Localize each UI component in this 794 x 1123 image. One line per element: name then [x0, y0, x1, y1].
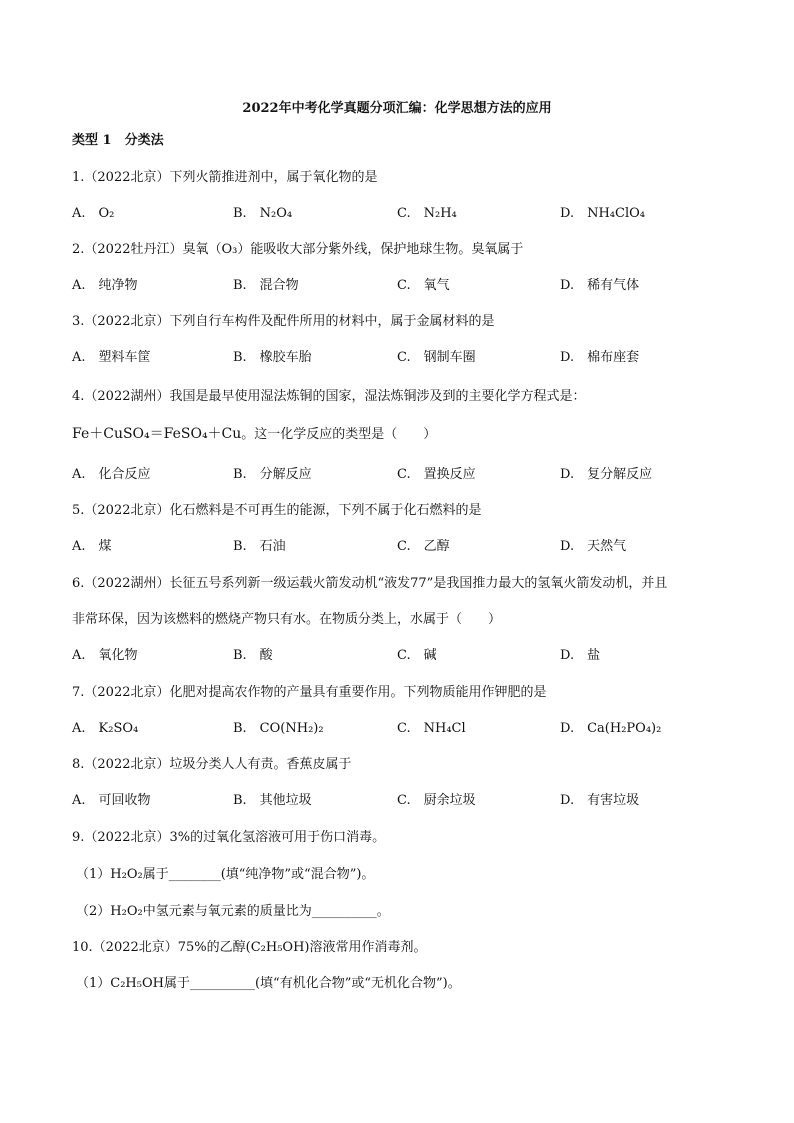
question-7-stem: 7.（2022北京）化肥对提高农作物的产量具有重要作用。下列物质能用作钾肥的是: [72, 685, 547, 700]
question-1-options: [72, 205, 732, 223]
option-b: B. CO(NH₂)₂: [233, 721, 324, 736]
option-a: A. 可回收物: [72, 793, 151, 808]
question-3-options: [72, 349, 732, 367]
option-b: B. 混合物: [233, 278, 299, 293]
question-5-options: [72, 538, 732, 556]
option-c: C. 氧气: [397, 278, 450, 293]
question-8-stem: 8.（2022北京）垃圾分类人人有责。香蕉皮属于: [72, 757, 352, 772]
option-c: C. N₂H₄: [397, 206, 457, 221]
question-9-stem: 9.（2022北京）3%的过氧化氢溶液可用于伤口消毒。: [72, 830, 386, 845]
question-2-options: [72, 277, 732, 295]
question-8-options: [72, 792, 732, 810]
question-5-stem: 5.（2022北京）化石燃料是不可再生的能源，下列不属于化石燃料的是: [72, 503, 482, 518]
option-a: A. K₂SO₄: [72, 721, 139, 736]
option-a: A. 煤: [72, 539, 112, 554]
question-4-options: [72, 466, 732, 484]
question-9-part-1: （1）H₂O₂属于________(填“纯净物”或“混合物”)。: [76, 867, 375, 882]
option-d: D. 盐: [560, 648, 601, 663]
option-b: B. 酸: [233, 648, 273, 663]
question-1-stem: 1.（2022北京）下列火箭推进剂中，属于氧化物的是: [72, 170, 378, 185]
option-a: A. 纯净物: [72, 278, 138, 293]
option-c: C. 钢制车圈: [397, 350, 476, 365]
option-d: D. 复分解反应: [560, 467, 653, 482]
option-d: D. 天然气: [560, 539, 627, 554]
question-6-stem-continued: 非常环保，因为该燃料的燃烧产物只有水。在物质分类上，水属于（ ）: [72, 612, 502, 627]
option-b: B. N₂O₄: [233, 206, 293, 221]
document-title: 2022年中考化学真题分项汇编：化学思想方法的应用: [242, 101, 552, 116]
option-d: D. 棉布座套: [560, 350, 640, 365]
question-3-stem: 3.（2022北京）下列自行车构件及配件所用的材料中，属于金属材料的是: [72, 314, 495, 329]
option-c: C. 碱: [397, 648, 437, 663]
question-2-stem: 2.（2022牡丹江）臭氧（O₃）能吸收大部分紫外线，保护地球生物。臭氧属于: [72, 242, 524, 257]
option-d: D. 稀有气体: [560, 278, 640, 293]
question-4-equation-line: [72, 425, 436, 444]
option-c: C. NH₄Cl: [397, 721, 466, 736]
option-d: D. 有害垃圾: [560, 793, 640, 808]
section-heading: 类型 1 分类法: [72, 133, 164, 148]
option-a: A. 化合反应: [72, 467, 151, 482]
question-10-part-1: （1）C₂H₅OH属于__________(填“有机化合物”或“无机化合物”)。: [76, 976, 461, 991]
question-6-stem: 6.（2022湖州）长征五号系列新一级运载火箭发动机“液发77”是我国推力最大的氢氧火箭发动机，并且: [72, 576, 668, 591]
question-4-stem: 4.（2022湖州）我国是最早使用湿法炼铜的国家，湿法炼铜涉及到的主要化学方程式是：: [72, 389, 586, 404]
option-c: C. 厨余垃圾: [397, 793, 476, 808]
question-10-stem: 10.（2022北京）75%的乙醇(C₂H₅OH)溶液常用作消毒剂。: [72, 940, 427, 955]
question-6-options: [72, 647, 732, 665]
question-4-stem-continued: 。这一化学反应的类型是（ ）: [241, 427, 437, 442]
option-b: B. 石油: [233, 539, 286, 554]
option-d: D. Ca(H₂PO₄)₂: [560, 721, 662, 736]
option-b: B. 其他垃圾: [233, 793, 312, 808]
option-a: A. O₂: [72, 206, 115, 221]
option-a: A. 塑料车筐: [72, 350, 151, 365]
option-c: C. 置换反应: [397, 467, 476, 482]
option-b: B. 分解反应: [233, 467, 312, 482]
option-d: D. NH₄ClO₄: [560, 206, 645, 221]
option-b: B. 橡胶车胎: [233, 350, 312, 365]
chemical-equation: Fe＋CuSO₄＝FeSO₄＋Cu: [72, 426, 242, 442]
option-a: A. 氧化物: [72, 648, 138, 663]
question-7-options: [72, 720, 732, 738]
option-c: C. 乙醇: [397, 539, 450, 554]
question-9-part-2: （2）H₂O₂中氢元素与氧元素的质量比为__________。: [76, 904, 390, 919]
